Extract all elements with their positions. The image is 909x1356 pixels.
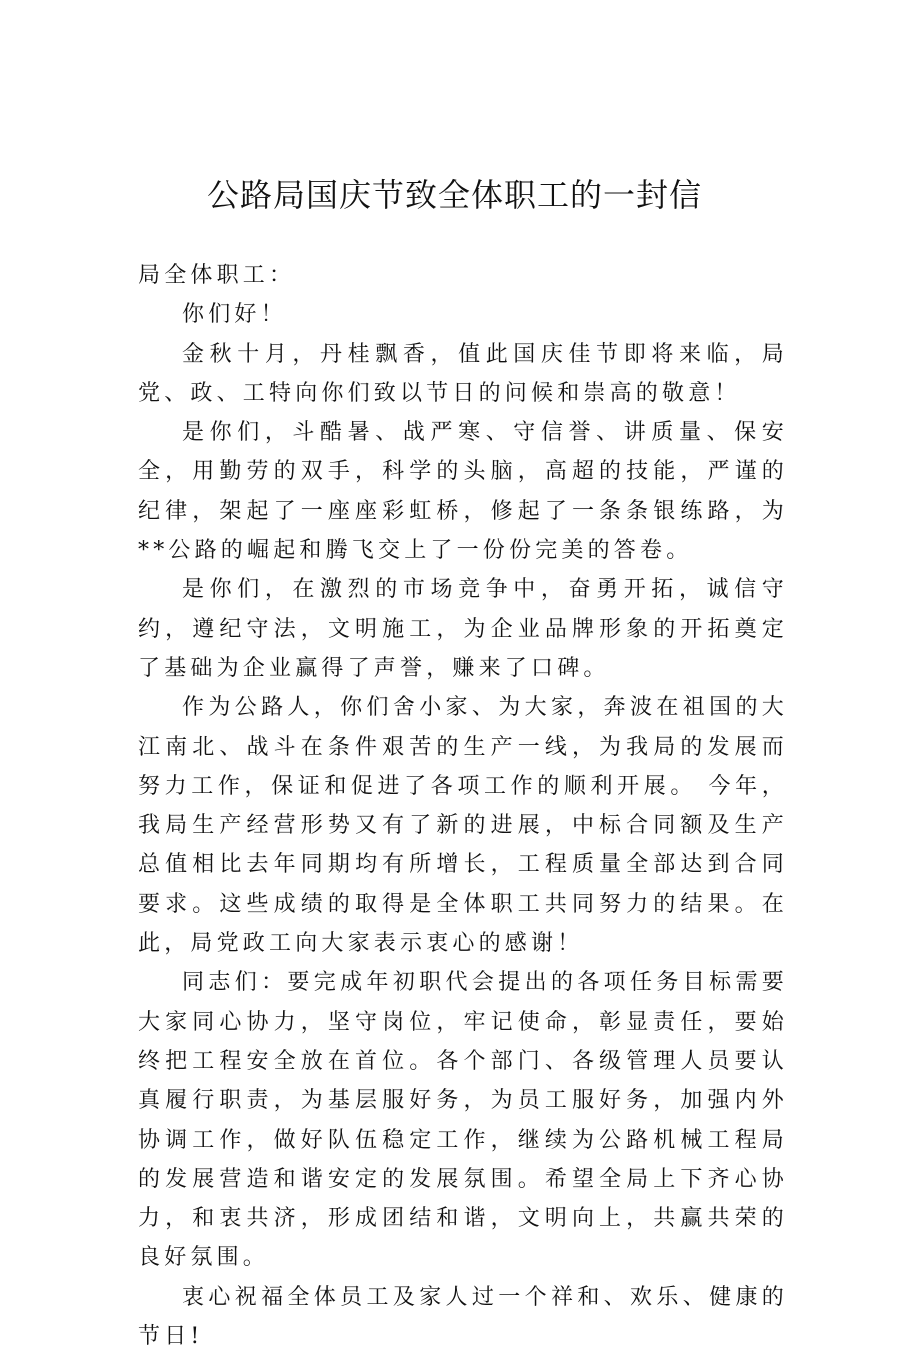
- document-title: 公路局国庆节致全体职工的一封信: [206, 176, 702, 214]
- paragraph-achievements: 作为公路人，你们舍小家、为大家，奔波在祖国的大江南北、战斗在条件艰苦的生产一线，为我局的发展而努力工作，保证和促进了各项工作的顺利开展。 今年，我局生产经营形势又有了新的进展，中标合同额及生产总值相比去年同期均有所增长，工程质量全部达到合同要求。这些成绩的取得是全体职工共同努力的结果。在此，局党政工向大家表示衷心的感谢！: [138, 695, 788, 957]
- salutation: 局全体职工：: [138, 263, 296, 288]
- paragraph-closing-wishes: 衷心祝福全体员工及家人过一个祥和、欢乐、健康的节日!: [138, 1284, 788, 1350]
- paragraph-festival-greeting: 金秋十月，丹桂飘香，值此国庆佳节即将来临，局党、政、工特向你们致以节日的问候和崇高的敬意！: [138, 341, 788, 406]
- paragraph-greeting: 你们好！: [182, 302, 287, 328]
- letter-body: [138, 256, 788, 1356]
- paragraph-call-to-action: 同志们：要完成年初职代会提出的各项任务目标需要大家同心协力，坚守岗位，牢记使命，彰显责任，要始终把工程安全放在首位。各个部门、各级管理人员要认真履行职责，为基层服好务，为员工服好务，加强内外协调工作，做好队伍稳定工作，继续为公路机械工程局的发展营造和谐安定的发展氛围。希望全局上下齐心协力，和衷共济，形成团结和谐，文明向上，共赢共荣的良好氛围。: [138, 970, 788, 1271]
- paragraph-hard-work: 是你们，斗酷暑、战严寒、守信誉、讲质量、保安全，用勤劳的双手，科学的头脑，高超的技能，严谨的纪律，架起了一座座彩虹桥，修起了一条条银练路，为**公路的崛起和腾飞交上了一份份完美的答卷。: [138, 420, 788, 564]
- paragraph-market-competition: 是你们，在激烈的市场竞争中，奋勇开拓，诚信守约，遵纪守法，文明施工，为企业品牌形象的开拓奠定了基础为企业赢得了声誉，赚来了口碑。: [138, 577, 788, 681]
